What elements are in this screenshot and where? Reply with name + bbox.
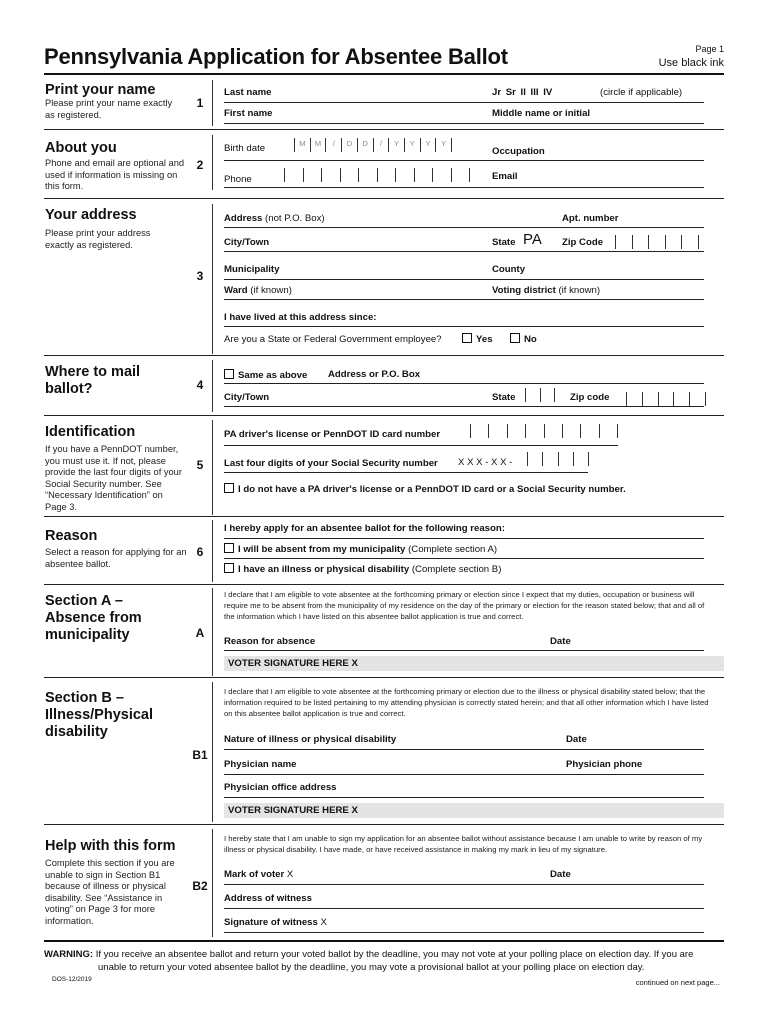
section-divider	[212, 204, 213, 354]
section-6-desc: Select a reason for applying for an absentee ballot.	[45, 547, 187, 569]
lived-since-field[interactable]	[224, 326, 704, 327]
section-6-title: Reason	[45, 528, 98, 544]
mark-of-voter-label: Mark of voter X	[224, 869, 294, 880]
ssn-field[interactable]	[527, 452, 589, 466]
section-divider	[212, 135, 213, 190]
city-label: City/Town	[224, 237, 270, 248]
divider	[44, 677, 724, 678]
mail-zip-field[interactable]	[626, 392, 706, 406]
no-id-option[interactable]: I do not have a PA driver's license or a PennDOT ID card or a Social Security number.	[224, 483, 626, 495]
apply-line	[224, 538, 704, 539]
section-3-desc: Please print your address exactly as registered.	[45, 228, 151, 250]
section-divider	[212, 520, 213, 582]
section-b1-date-label: Date	[566, 734, 587, 745]
illness-field[interactable]	[224, 749, 704, 750]
occupation-label: Occupation	[492, 146, 545, 157]
employee-question: Are you a State or Federal Government employee?	[224, 334, 442, 345]
section-b1-number: B1	[192, 748, 208, 762]
divider	[44, 355, 724, 356]
municipality-field[interactable]	[224, 279, 704, 280]
mail-address-field[interactable]	[224, 383, 704, 384]
employee-no-option[interactable]: No	[510, 333, 537, 345]
section-3-title: Your address	[45, 207, 137, 223]
divider	[44, 940, 724, 942]
checkbox[interactable]	[224, 369, 234, 379]
section-b1-title: Section B – Illness/Physical disability	[45, 690, 154, 740]
mail-zip-label: Zip code	[570, 392, 610, 403]
reason-absence-label: Reason for absence	[224, 636, 316, 647]
suffix-options[interactable]: Jr Sr II III IV	[492, 87, 553, 98]
physician-name-label: Physician name	[224, 759, 297, 770]
birth-occupation-field[interactable]	[224, 160, 704, 161]
last-name-label: Last name	[224, 87, 272, 98]
section-1-number: 1	[196, 96, 204, 110]
same-as-above-option[interactable]: Same as above	[224, 369, 307, 381]
section-b2-title: Help with this form	[45, 838, 176, 854]
reason-absence-field[interactable]	[224, 650, 704, 651]
section-divider	[212, 682, 213, 822]
witness-signature-field[interactable]	[224, 932, 704, 933]
divider	[44, 73, 724, 75]
section-a-signature[interactable]: VOTER SIGNATURE HERE X	[224, 656, 724, 671]
section-divider	[212, 829, 213, 937]
mail-address-label: Address or P.O. Box	[328, 369, 421, 380]
employee-yes-option[interactable]: Yes	[462, 333, 493, 345]
address-label: Address (not P.O. Box)	[224, 213, 325, 224]
checkbox[interactable]	[224, 543, 234, 553]
date-char: M	[294, 138, 310, 152]
apply-statement: I hereby apply for an absentee ballot for the following reason:	[224, 523, 505, 534]
section-b1-declaration: I declare that I am eligible to vote absentee at the forthcoming primary or election due to the illness or physical disability stated below; that the information required to be listed pertaining to my attending physician is correctly stated herein; and that all other information which I have listed on this absentee ballot application is true and correct.	[224, 687, 709, 719]
license-field[interactable]	[470, 424, 618, 438]
checkbox[interactable]	[510, 333, 520, 343]
section-5-desc: If you have a PennDOT number, you must use it. If not, please provide the last four digits of your Social Security number. See “Necessary Identification” on Page 3.	[45, 444, 182, 512]
state-value: PA	[523, 231, 542, 248]
ssn-line	[224, 472, 588, 473]
date-char: M	[310, 138, 326, 152]
phone-email-field[interactable]	[224, 187, 704, 188]
phone-field[interactable]	[284, 168, 470, 182]
checkbox[interactable]	[462, 333, 472, 343]
illness-nature-label: Nature of illness or physical disability	[224, 734, 397, 745]
mark-field[interactable]	[224, 884, 704, 885]
mail-city-field[interactable]	[224, 406, 704, 407]
ward-field[interactable]	[224, 299, 704, 300]
section-divider	[212, 420, 213, 515]
first-name-label: First name	[224, 108, 273, 119]
section-5-number: 5	[196, 458, 204, 472]
divider	[44, 824, 724, 825]
apt-label: Apt. number	[562, 213, 619, 224]
section-6-number: 6	[196, 545, 204, 559]
witness-address-field[interactable]	[224, 908, 704, 909]
divider	[44, 415, 724, 416]
section-a-number: A	[195, 626, 205, 640]
reason-line	[224, 558, 704, 559]
witness-address-label: Address of witness	[224, 893, 312, 904]
physician-office-field[interactable]	[224, 797, 704, 798]
section-a-date-label: Date	[550, 636, 571, 647]
ward-label: Ward (if known)	[224, 285, 292, 296]
section-5-title: Identification	[45, 424, 136, 440]
section-b2-date-label: Date	[550, 869, 571, 880]
section-a-title: Section A – Absence from municipality	[45, 593, 142, 643]
reason-absent-option[interactable]: I will be absent from my municipality (Complete section A)	[224, 543, 497, 555]
physician-office-label: Physician office address	[224, 782, 337, 793]
form-code: DOS-12/2019	[52, 976, 92, 983]
municipality-label: Municipality	[224, 264, 280, 275]
state-label: State	[492, 237, 516, 248]
date-char: D	[341, 138, 357, 152]
date-char: Y	[420, 138, 436, 152]
section-divider	[212, 80, 213, 126]
page-title: Pennsylvania Application for Absentee Ballot	[44, 44, 508, 69]
section-1-desc: Please print your name exactly as registered.	[45, 98, 173, 120]
section-divider	[212, 588, 213, 676]
date-char: Y	[404, 138, 420, 152]
reason-illness-option[interactable]: I have an illness or physical disability (Complete section B)	[224, 563, 501, 575]
section-2-desc: Phone and email are optional and used if information is missing on this form.	[45, 158, 185, 192]
continued-note: continued on next page...	[635, 978, 720, 987]
section-2-number: 2	[196, 158, 204, 172]
checkbox[interactable]	[224, 563, 234, 573]
section-4-title: Where to mail ballot?	[45, 364, 141, 397]
first-name-field[interactable]	[224, 123, 704, 124]
warning-line-1: WARNING: If you receive an absentee ballot and return your voted ballot by the deadline, you may not vote at your polling place on election day. If you are	[44, 949, 694, 960]
divider	[44, 584, 724, 585]
date-char: Y	[435, 138, 452, 152]
mail-city-label: City/Town	[224, 392, 270, 403]
warning-line-2: unable to return your voted absentee ballot by the deadline, you may vote a provisional ballot at your polling place on election day.	[98, 962, 645, 973]
suffix-note: (circle if applicable)	[600, 87, 683, 98]
license-label: PA driver's license or PennDOT ID card number	[224, 429, 441, 440]
email-label: Email	[492, 171, 518, 182]
date-char: /	[373, 138, 389, 152]
witness-signature-label: Signature of witness X	[224, 917, 327, 928]
middle-name-label: Middle name or initial	[492, 108, 591, 119]
voting-district-label: Voting district (if known)	[492, 285, 601, 296]
mail-state-label: State	[492, 392, 516, 403]
section-b2-desc: Complete this section if you are unable to sign in Section B1 because of illness or physical disability. See “Assistance in voting” on Page 3 for more information.	[45, 858, 175, 926]
section-divider	[212, 360, 213, 412]
section-b2-number: B2	[192, 879, 208, 893]
physician-phone-label: Physician phone	[566, 759, 643, 770]
section-3-number: 3	[196, 269, 204, 283]
license-line	[224, 445, 618, 446]
ssn-mask: X X X - X X -	[458, 457, 513, 468]
zip-field[interactable]	[615, 235, 699, 249]
date-char: /	[325, 138, 341, 152]
ssn-label: Last four digits of your Social Security number	[224, 458, 438, 469]
section-4-number: 4	[196, 378, 204, 392]
section-b2-declaration: I hereby state that I am unable to sign my application for an absentee ballot without assistance because I am unable to write by reason of my illness or physical disability. I have made, or have received assistance in making my mark in lieu of my signature.	[224, 834, 703, 855]
section-1-title: Print your name	[45, 82, 156, 98]
checkbox[interactable]	[224, 483, 234, 493]
address-field[interactable]	[224, 227, 704, 228]
last-name-field[interactable]	[224, 102, 704, 103]
divider	[44, 516, 724, 517]
zip-label: Zip Code	[562, 237, 604, 248]
section-a-declaration: I declare that I am eligible to vote absentee at the forthcoming primary or election since I expect that my duties, occupation or business will require me to be absent from the municipality of my residence on the day of the primary or election for the reason stated below; that and all of the information which I have listed on this absentee ballot application is true and correct.	[224, 590, 705, 622]
divider	[44, 198, 724, 199]
birth-date-label: Birth date	[224, 143, 266, 154]
section-b1-signature[interactable]: VOTER SIGNATURE HERE X	[224, 803, 724, 818]
phone-label: Phone	[224, 174, 252, 185]
county-label: County	[492, 264, 526, 275]
mail-state-field[interactable]	[525, 388, 555, 402]
physician-field[interactable]	[224, 774, 704, 775]
section-2-title: About you	[45, 140, 117, 156]
birth-date-field[interactable]	[294, 138, 452, 152]
divider	[44, 129, 724, 130]
city-field[interactable]	[224, 251, 704, 252]
lived-since-label: I have lived at this address since:	[224, 312, 377, 323]
page-number: Page 1	[695, 44, 724, 54]
ink-note: Use black ink	[658, 57, 724, 69]
date-char: D	[357, 138, 373, 152]
date-char: Y	[388, 138, 404, 152]
